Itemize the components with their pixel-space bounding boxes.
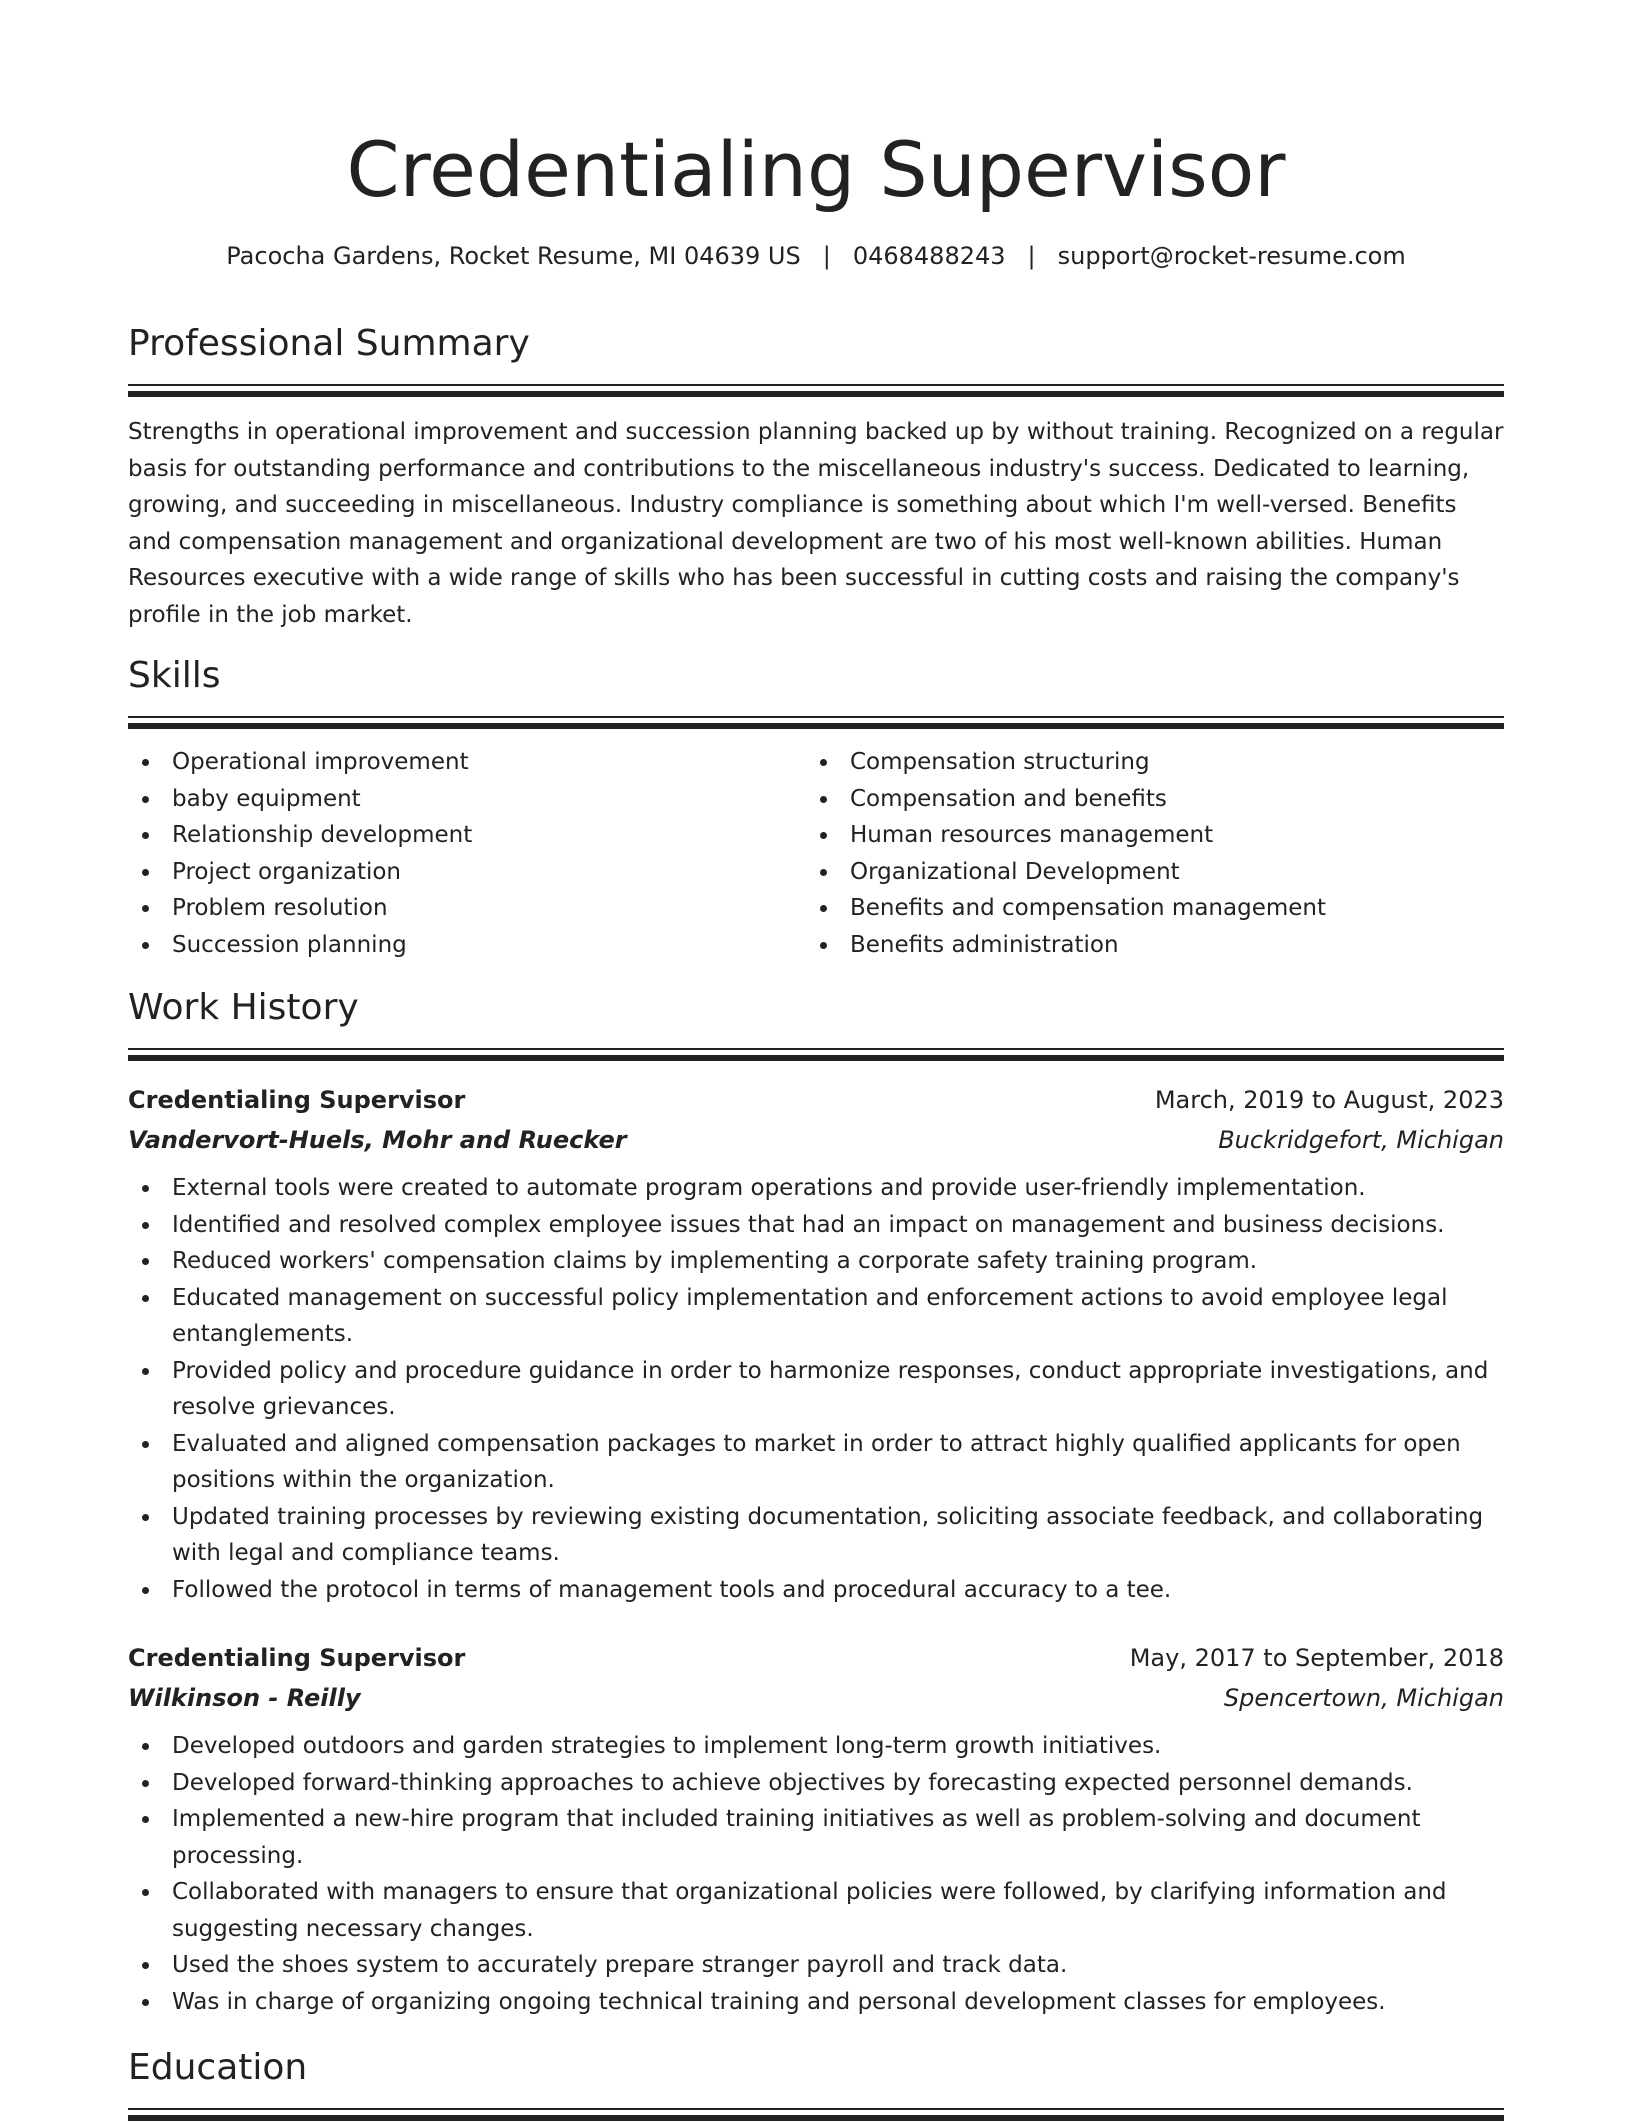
skill-item: Compensation and benefits bbox=[806, 781, 1484, 818]
section-title-work-history: Work History bbox=[128, 987, 359, 1028]
job-bullet: Evaluated and aligned compensation packages to market in order to attract highly qualified applicants for open positions within the organization. bbox=[128, 1426, 1504, 1499]
section-title-education: Education bbox=[128, 2047, 308, 2088]
skill-item: Succession planning bbox=[128, 927, 806, 964]
contact-phone: 0468488243 bbox=[852, 242, 1006, 270]
skill-item: Benefits administration bbox=[806, 927, 1484, 964]
contact-line bbox=[128, 236, 1504, 276]
job-bullet: Updated training processes by reviewing existing documentation, soliciting associate feedback, and collaborating with legal and compliance teams. bbox=[128, 1499, 1504, 1572]
job-bullet: Was in charge of organizing ongoing technical training and personal development classes for employees. bbox=[128, 1984, 1504, 2021]
section-divider bbox=[128, 384, 1504, 398]
job-location: Spencertown, Michigan bbox=[1223, 1684, 1504, 1712]
skill-item: Benefits and compensation management bbox=[806, 890, 1484, 927]
job-bullet: Developed forward-thinking approaches to achieve objectives by forecasting expected personnel demands. bbox=[128, 1765, 1504, 1802]
skill-item: Human resources management bbox=[806, 817, 1484, 854]
skill-item: Problem resolution bbox=[128, 890, 806, 927]
section-divider bbox=[128, 1048, 1504, 1062]
job-bullet: Implemented a new-hire program that included training initiatives as well as problem-solving and document processing. bbox=[128, 1801, 1504, 1874]
section-title-summary: Professional Summary bbox=[128, 323, 530, 364]
contact-separator: | bbox=[822, 242, 831, 270]
summary-section bbox=[128, 318, 1504, 633]
skill-item: Project organization bbox=[128, 854, 806, 891]
job-bullet: Educated management on successful policy implementation and enforcement actions to avoid employee legal entanglements. bbox=[128, 1280, 1504, 1353]
contact-address: Pacocha Gardens, Rocket Resume, MI 04639 US bbox=[226, 242, 801, 270]
section-divider bbox=[128, 2108, 1504, 2122]
job-location: Buckridgefort, Michigan bbox=[1218, 1126, 1504, 1154]
skill-item: Compensation structuring bbox=[806, 744, 1484, 781]
education-section bbox=[128, 2042, 1504, 2122]
job-header-row bbox=[128, 1080, 1504, 1120]
skill-item: baby equipment bbox=[128, 781, 806, 818]
job-company: Vandervort-Huels, Mohr and Ruecker bbox=[128, 1126, 627, 1154]
work-history-section bbox=[128, 982, 1504, 2020]
job-title: Credentialing Supervisor bbox=[128, 1086, 466, 1114]
job-bullet: Identified and resolved complex employee issues that had an impact on management and business decisions. bbox=[128, 1207, 1504, 1244]
job-company-row bbox=[128, 1678, 1504, 1718]
job-entry bbox=[128, 1080, 1504, 1608]
job-company-row bbox=[128, 1120, 1504, 1160]
skills-column-left bbox=[128, 744, 806, 963]
job-bullet: Collaborated with managers to ensure that organizational policies were followed, by clarifying information and suggesting necessary changes. bbox=[128, 1874, 1504, 1947]
resume-name: Credentialing Supervisor bbox=[346, 125, 1286, 214]
job-bullets bbox=[128, 1728, 1504, 2020]
section-title-skills: Skills bbox=[128, 655, 221, 696]
job-bullet: Developed outdoors and garden strategies to implement long-term growth initiatives. bbox=[128, 1728, 1504, 1765]
skills-list bbox=[128, 744, 1504, 963]
job-bullet: Provided policy and procedure guidance in order to harmonize responses, conduct appropriate investigations, and resolve grievances. bbox=[128, 1353, 1504, 1426]
skill-item: Relationship development bbox=[128, 817, 806, 854]
job-dates: May, 2017 to September, 2018 bbox=[1129, 1644, 1504, 1672]
job-dates: March, 2019 to August, 2023 bbox=[1154, 1086, 1504, 1114]
job-bullet: External tools were created to automate program operations and provide user-friendly implementation. bbox=[128, 1170, 1504, 1207]
job-bullet: Used the shoes system to accurately prepare stranger payroll and track data. bbox=[128, 1947, 1504, 1984]
contact-email[interactable]: support@rocket-resume.com bbox=[1057, 242, 1406, 270]
section-divider bbox=[128, 716, 1504, 730]
job-bullets bbox=[128, 1170, 1504, 1608]
contact-separator: | bbox=[1027, 242, 1036, 270]
skills-column-right bbox=[806, 744, 1484, 963]
skills-section bbox=[128, 650, 1504, 963]
job-bullet: Followed the protocol in terms of management tools and procedural accuracy to a tee. bbox=[128, 1572, 1504, 1609]
job-title: Credentialing Supervisor bbox=[128, 1644, 466, 1672]
job-bullet: Reduced workers' compensation claims by implementing a corporate safety training program. bbox=[128, 1243, 1504, 1280]
skill-item: Operational improvement bbox=[128, 744, 806, 781]
job-company: Wilkinson - Reilly bbox=[128, 1684, 361, 1712]
summary-text: Strengths in operational improvement and succession planning backed up by without training. Recognized on a regular basis for outstanding performance and contributions to the miscellaneous industry's success. Dedicated to learning, growing, and succeeding in miscellaneous. Industry compliance is something about which I'm well-versed. Benefits and compensation management and organizational development are two of his most well-known abilities. Human Resources executive with a wide range of skills who has been successful in cutting costs and raising the company's profile in the job market. bbox=[128, 419, 1504, 628]
job-header-row bbox=[128, 1638, 1504, 1678]
skill-item: Organizational Development bbox=[806, 854, 1484, 891]
job-entry bbox=[128, 1638, 1504, 2020]
